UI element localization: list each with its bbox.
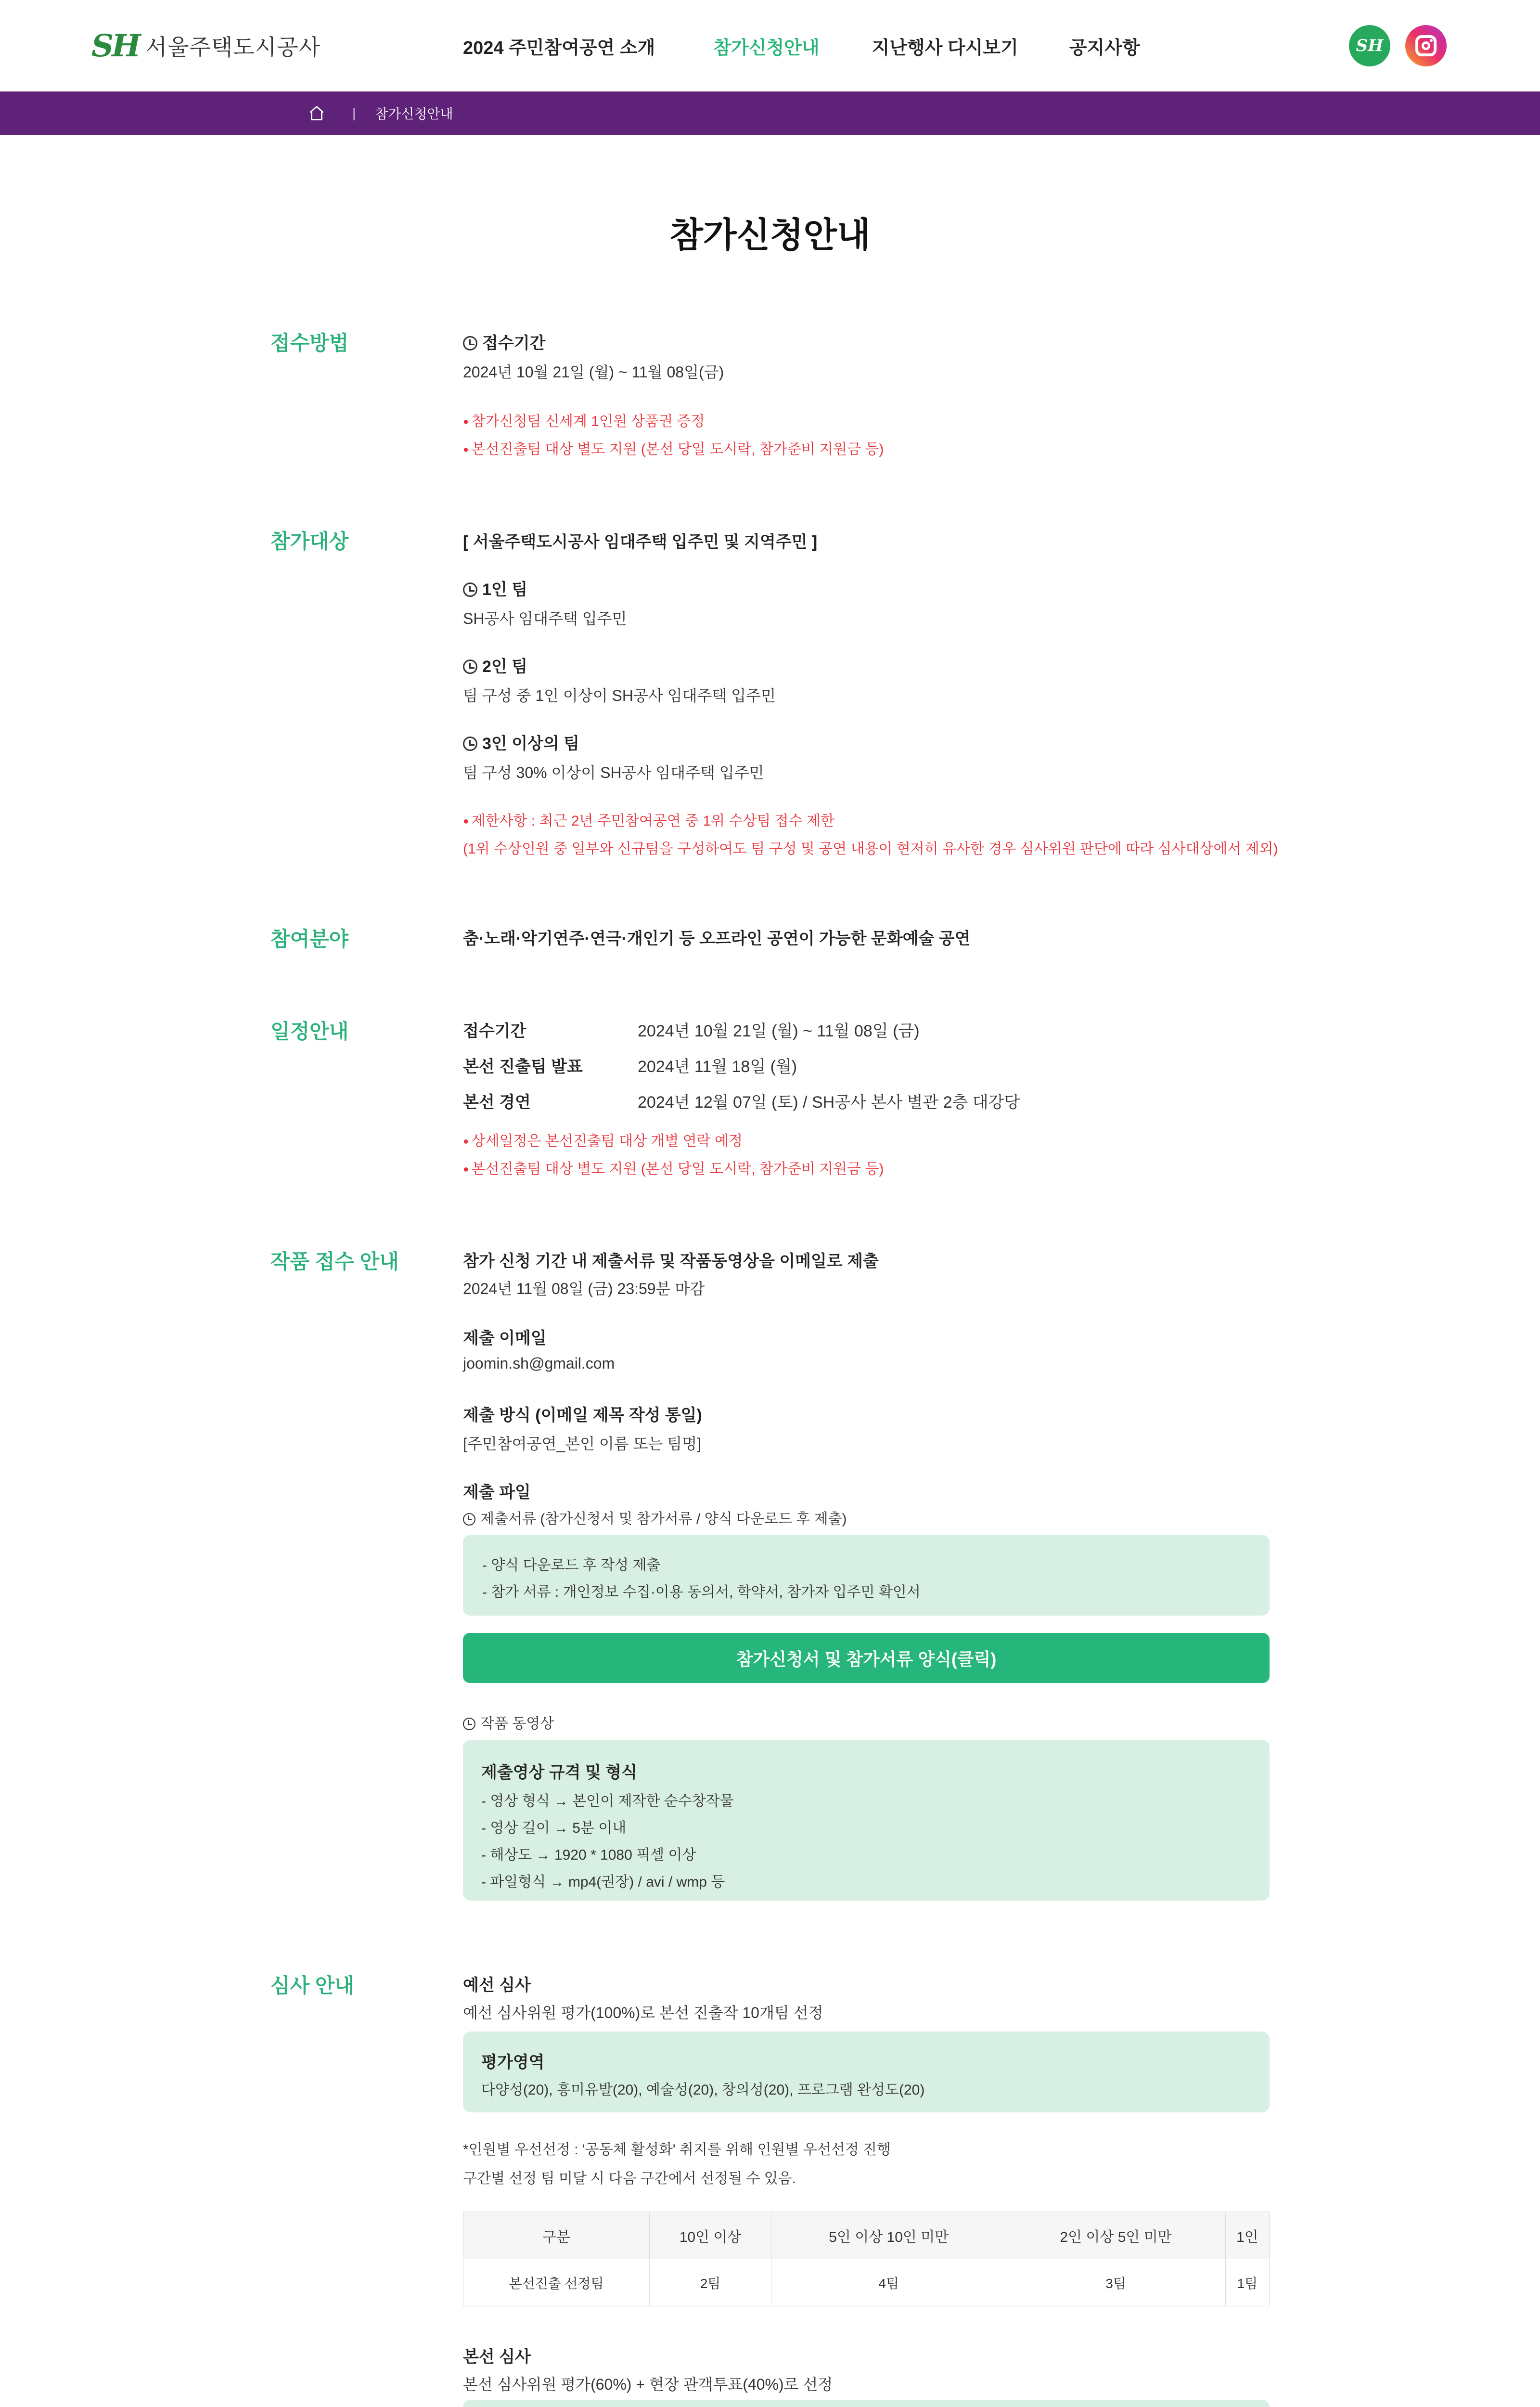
clock-icon (463, 1513, 475, 1526)
target-limit-1: ● 제한사항 : 최근 2년 주민참여공연 중 1위 수상팀 접수 제한 (463, 809, 834, 830)
review-pre-box (463, 2032, 1270, 2112)
section-label-submit: 작품 접수 안내 (270, 1250, 399, 1273)
schedule-value-2: 2024년 11월 18일 (월) (638, 1058, 797, 1076)
video-spec-1: - 영상 형식 → 본인이 제작한 순수창작물 (481, 1793, 734, 1809)
table-cell: 2팀 (649, 2259, 771, 2306)
review-quota-table (463, 2212, 1270, 2306)
submit-file-title: 제출 파일 (463, 1483, 531, 1501)
target-2-desc: 팀 구성 중 1인 이상이 SH공사 임대주택 입주민 (463, 687, 776, 704)
table-cell: 본선진출 선정팀 (463, 2259, 650, 2306)
schedule-key-3: 본선 경연 (463, 1093, 531, 1112)
target-heading: [ 서울주택도시공사 임대주택 입주민 및 지역주민 ] (463, 533, 818, 551)
review-final-desc: 본선 심사위원 평가(60%) + 현장 관객투표(40%)로 선정 (463, 2376, 833, 2393)
section-label-target: 참가대상 (270, 530, 349, 553)
submit-video-title: 작품 동영상 (463, 1711, 554, 1733)
submit-email[interactable]: joomin.sh@gmail.com (463, 1355, 615, 1372)
table-header: 5인 이상 10인 미만 (771, 2212, 1006, 2259)
download-form-button[interactable]: 참가신청서 및 참가서류 양식(클릭) (463, 1633, 1270, 1683)
schedule-note-1: ● 상세일정은 본선진출팀 대상 개별 연락 예정 (463, 1129, 743, 1150)
nav-archive[interactable]: 지난행사 다시보기 (872, 38, 1018, 58)
home-icon[interactable] (308, 104, 325, 122)
section-label-apply: 접수방법 (270, 332, 349, 354)
review-note-1: *인원별 우선선정 : '공동체 활성화' 취지를 위해 인원별 우선선정 진행 (463, 2142, 891, 2158)
submit-email-title: 제출 이메일 (463, 1329, 547, 1347)
breadcrumb-separator: | (352, 105, 356, 120)
schedule-value-3: 2024년 12월 07일 (토) / SH공사 본사 별관 2층 대강당 (638, 1093, 1020, 1112)
submit-method: [주민참여공연_본인 이름 또는 팀명] (463, 1435, 702, 1452)
table-row (463, 2259, 1270, 2306)
instagram-icon[interactable] (1405, 25, 1447, 66)
site-logo[interactable] (91, 26, 321, 65)
clock-icon (463, 660, 477, 674)
submit-doc-title: 제출서류 (참가신청서 및 참가서류 / 양식 다운로드 후 제출) (463, 1507, 847, 1528)
table-header: 2인 이상 5인 미만 (1006, 2212, 1226, 2259)
nav-apply[interactable]: 참가신청안내 (713, 38, 820, 58)
apply-note-2: ● 본선진출팀 대상 별도 지원 (본선 당일 도시락, 참가준비 지원금 등) (463, 437, 884, 458)
submit-doc-box (463, 1535, 1270, 1616)
apply-note-1: ● 참가신청팀 신세계 1인원 상품권 증정 (463, 409, 705, 430)
submit-head: 참가 신청 기간 내 제출서류 및 작품동영상을 이메일로 제출 (463, 1252, 879, 1270)
video-spec-2: - 영상 길이 → 5분 이내 (481, 1820, 627, 1836)
section-label-field: 참여분야 (270, 928, 349, 950)
schedule-key-2: 본선 진출팀 발표 (463, 1058, 583, 1076)
review-final-box (463, 2400, 1270, 2407)
review-final-title: 본선 심사 (463, 2348, 531, 2366)
video-spec-4: - 파일형식 → mp4(권장) / avi / wmp 등 (481, 1874, 725, 1890)
target-3-desc: 팀 구성 30% 이상이 SH공사 임대주택 입주민 (463, 764, 764, 781)
submit-method-title: 제출 방식 (이메일 제목 작성 통일) (463, 1406, 702, 1424)
target-3-title: 3인 이상의 팀 (463, 730, 579, 754)
submit-doc-2: - 참가 서류 : 개인정보 수집·이용 동의서, 학약서, 참가자 입주민 확인서 (482, 1584, 921, 1600)
review-note-2: 구간별 선정 팀 미달 시 다음 구간에서 선정될 수 있음. (463, 2171, 796, 2187)
clock-icon (463, 737, 477, 751)
review-pre-box-title: 평가영역 (481, 2053, 545, 2071)
target-2-title: 2인 팀 (463, 653, 527, 677)
table-header: 1인 (1225, 2212, 1269, 2259)
section-label-review: 심사 안내 (270, 1974, 354, 1997)
sh-sns-label: SH (1356, 36, 1384, 55)
target-limit-2: (1위 수상인원 중 일부와 신규팀을 구성하여도 팀 구성 및 공연 내용이 현저히 유사한 경우 심사위원 판단에 따라 심사대상에서 제외) (463, 841, 1278, 857)
nav-intro[interactable]: 2024 주민참여공연 소개 (463, 38, 655, 58)
apply-period: 2024년 10월 21일 (월) ~ 11월 08일(금) (463, 363, 724, 381)
review-pre-title: 예선 심사 (463, 1976, 531, 1994)
target-1-title: 1인 팀 (463, 576, 527, 600)
schedule-key-1: 접수기간 (463, 1022, 526, 1040)
logo-text: 서울주택도시공사 (145, 35, 321, 60)
review-pre-box-text: 다양성(20), 흥미유발(20), 예술성(20), 창의성(20), 프로그램 완성도(20) (481, 2082, 925, 2098)
main-nav (463, 33, 1140, 59)
schedule-value-1: 2024년 10월 21일 (월) ~ 11월 08일 (금) (638, 1022, 920, 1040)
schedule-note-2: ● 본선진출팀 대상 별도 지원 (본선 당일 도시락, 참가준비 지원금 등) (463, 1157, 884, 1178)
sh-logo-mark: SH (91, 27, 139, 64)
table-cell: 1팀 (1225, 2259, 1269, 2306)
review-pre-desc: 예선 심사위원 평가(100%)로 본선 진출작 10개팀 선정 (463, 2004, 823, 2021)
video-spec-3: - 해상도 → 1920 * 1080 픽셀 이상 (481, 1847, 696, 1863)
table-cell: 4팀 (771, 2259, 1006, 2306)
clock-icon (463, 1718, 475, 1730)
table-header: 10인 이상 (649, 2212, 771, 2259)
submit-deadline: 2024년 11월 08일 (금) 23:59분 마감 (463, 1280, 705, 1297)
site-header (0, 0, 1540, 91)
page-title: 참가신청안내 (669, 216, 871, 255)
nav-notice[interactable]: 공지사항 (1069, 38, 1140, 58)
submit-doc-1: - 양식 다운로드 후 작성 제출 (482, 1557, 661, 1573)
section-label-schedule: 일정안내 (270, 1020, 349, 1043)
breadcrumb-bar (0, 91, 1540, 135)
sh-sns-icon[interactable] (1349, 25, 1390, 66)
table-cell: 3팀 (1006, 2259, 1226, 2306)
breadcrumb (308, 91, 453, 135)
video-spec-box (463, 1740, 1270, 1901)
table-header: 구분 (463, 2212, 650, 2259)
target-1-desc: SH공사 임대주택 입주민 (463, 610, 627, 627)
breadcrumb-current: 참가신청안내 (375, 106, 453, 121)
video-spec-title: 제출영상 규격 및 형식 (481, 1763, 637, 1782)
apply-period-title: 접수기간 (463, 330, 545, 353)
field-text: 춤·노래·악기연주·연극·개인기 등 오프라인 공연이 가능한 문화예술 공연 (463, 930, 971, 948)
clock-icon (463, 336, 477, 350)
clock-icon (463, 582, 477, 597)
